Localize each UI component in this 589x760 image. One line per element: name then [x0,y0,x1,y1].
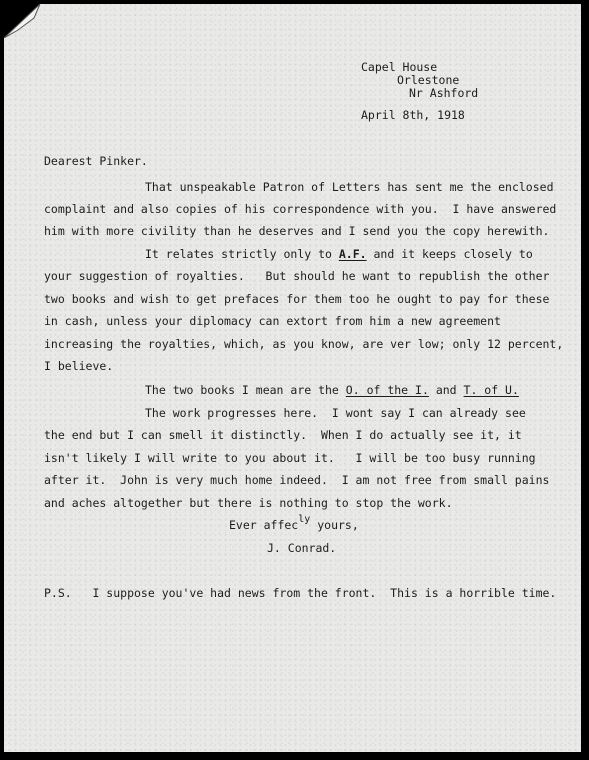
closing-line [229,514,359,534]
closing-text: yours, [310,518,359,532]
address-line-3: Nr Ashford [409,86,479,100]
body-line: after it. John is very much home indeed. I am not free from small pains [44,473,550,487]
body-line: complaint and also copies of his correspondence with you. I have answered [44,202,557,216]
letter-page [4,4,581,752]
closing-superscript: ly [298,514,311,525]
body-line: increasing the royalties, which, as you know, are ver low; only 12 percent, [44,337,564,351]
book-reference: O. of the I. [345,383,429,397]
body-line: your suggestion of royalties. But should he want to republish the other [44,269,550,283]
body-text: It relates strictly only to [145,247,339,261]
body-text: and [428,383,464,397]
body-line: The work progresses here. I wont say I can already see [145,406,526,420]
body-line: the end but I can smell it distinctly. When I do actually see it, it [44,428,522,442]
book-reference: A.F. [338,247,367,261]
body-line: That unspeakable Patron of Letters has sent me the enclosed [145,180,554,194]
body-line: him with more civility than he deserves and I send you the copy herewith. [44,224,550,238]
body-line: two books and wish to get prefaces for them too he ought to pay for these [44,292,550,306]
book-reference: T. of U. [463,383,519,397]
signature: J. Conrad. [267,541,337,555]
body-text: and it keeps closely to [366,247,533,261]
address-line-1: Capel House [361,60,438,74]
body-line: in cash, unless your diplomacy can extort from him a new agreement [44,314,501,328]
body-text: The two books I mean are the [145,383,346,397]
folded-corner [4,4,40,38]
body-line: and aches altogether but there is nothing to stop the work. [44,496,453,510]
closing-text: Ever affec [229,518,299,532]
body-line: I believe. [44,359,114,373]
letter-date: April 8th, 1918 [361,108,465,122]
salutation: Dearest Pinker. [44,154,148,168]
postscript: P.S. I suppose you've had news from the front. This is a horrible time. [44,586,557,600]
body-line [145,383,519,397]
body-line [145,247,533,261]
address-line-2: Orlestone [397,73,460,87]
body-line: isn't likely I will write to you about it. I will be too busy running [44,451,536,465]
